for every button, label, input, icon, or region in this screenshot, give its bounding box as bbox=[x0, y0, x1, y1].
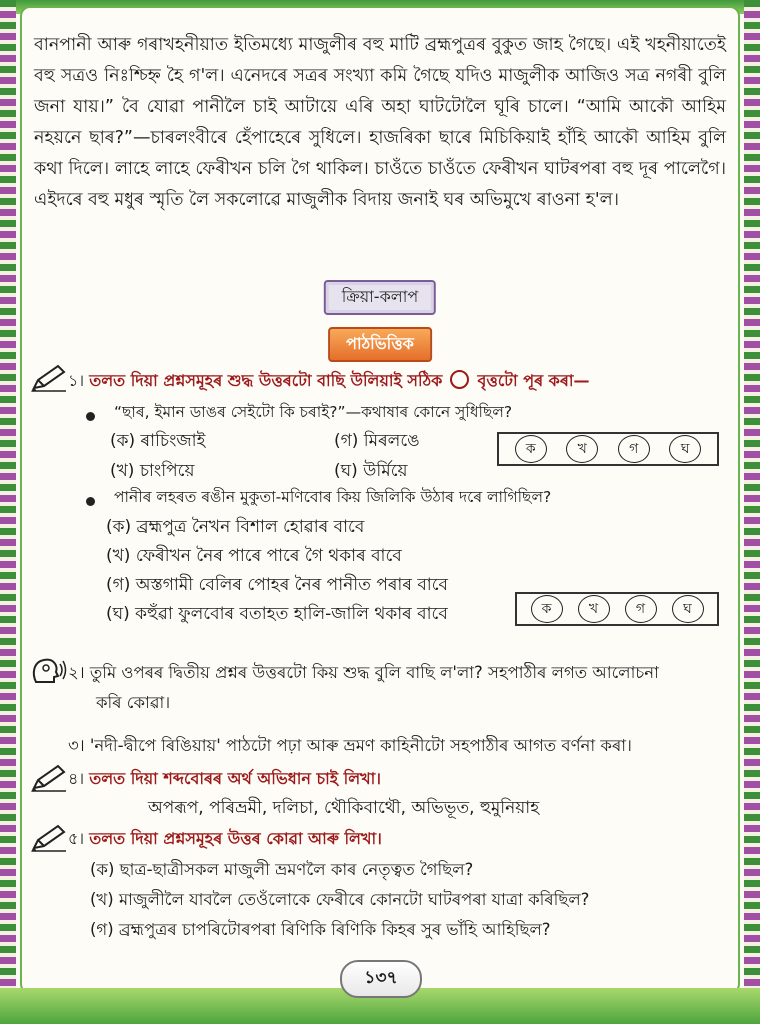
story-paragraph: বানপানী আৰু গৰাখহনীয়াত ইতিমধ্যে মাজুলীৰ বহু মাটি ব্ৰহ্মপুত্ৰৰ বুকুত জাহ গৈছে। এই খহনীয়াতেই বহু সত্ৰও নিঃশ্চিহ্ন হৈ গ'ল। এনেদৰে সত্ৰৰ সংখ্যা কমি গৈছে যদিও মাজুলীক আজিও সত্ৰ নগৰী বুলি জনা যায়।” বৈ যোৱা পানীলৈ চাই আটায়ে এৰি অহা ঘাটটোলৈ ঘূৰি চালে। “আমি আকৌ আহিম নহয়নে ছাৰ?”—চাৰলংবীৰে হেঁপাহেৰে সুধিলে। হাজৰিকা ছাৰে মিচিকিয়াই হাঁহি আকৌ আহিম বুলি কথা দিলে। লাহে লাহে ফেৰীখন চলি গৈ থাকিল। চাওঁতে চাওঁতে ফেৰীখন ঘাটৰপৰা বহু দূৰ পালেগৈ। এইদৰে বহু মধুৰ স্মৃতি লৈ সকলোৱে মাজুলীক বিদায় জনাই ঘৰ অভিমুখে ৰাওনা হ'ল। bbox=[34, 35, 726, 210]
q4-instruction: তলত দিয়া শব্দবোৰৰ অৰ্থ অভিধান চাই লিখা। bbox=[89, 769, 381, 788]
q4-number: ৪। bbox=[68, 769, 85, 788]
pencil-icon bbox=[30, 364, 68, 392]
q1-sub1-answer-box bbox=[497, 432, 719, 466]
q1-sub2-option-a: (ক) ব্ৰহ্মপুত্ৰ নৈখন বিশাল হোৱাৰ বাবে bbox=[106, 517, 365, 537]
q1-number: ১। bbox=[68, 371, 85, 390]
q5-instruction: তলত দিয়া প্ৰশ্নসমূহৰ উত্তৰ কোৱা আৰু লিখা। bbox=[89, 829, 382, 848]
q1-sub1-option-a: (ক) ৰাচিংজাই bbox=[110, 431, 206, 451]
right-decorative-border bbox=[744, 0, 760, 1024]
q1-sub1-question: “ছাৰ, ইমান ডাঙৰ সেইটো কি চৰাই?”—কথাষাৰ কোনে সুধিছিল? bbox=[114, 403, 513, 421]
answer-choice-kha[interactable]: খ bbox=[578, 595, 610, 623]
q2-line1: ২। তুমি ওপৰৰ দ্বিতীয় প্ৰশ্নৰ উত্তৰটো কিয় শুদ্ধ বুলি বাছি ল'লা? সহপাঠীৰ লগত আলোচনা bbox=[68, 663, 659, 682]
q5-question-a: (ক) ছাত্ৰ-ছাত্ৰীসকল মাজুলী ভ্ৰমণলৈ কাৰ নেতৃত্বত গৈছিল? bbox=[90, 860, 474, 879]
page-number: ১৩৭ bbox=[340, 960, 422, 998]
bullet-icon bbox=[86, 412, 95, 421]
q1-sub2-question: পানীৰ লহৰত ৰঙীন মুকুতা-মণিবোৰ কিয় জিলিকি উঠাৰ দৰে লাগিছিল? bbox=[114, 488, 552, 506]
discussion-head-icon bbox=[30, 656, 68, 686]
q4-heading bbox=[68, 766, 381, 793]
q5-number: ৫। bbox=[68, 829, 85, 848]
q1-sub2-option-c: (গ) অস্তগামী বেলিৰ পোহৰ নৈৰ পানীত পৰাৰ বাবে bbox=[106, 575, 449, 595]
q1-sub2-option-d: (ঘ) কহুঁৱা ফুলবোৰ বতাহত হালি-জালি থকাৰ বাবে bbox=[106, 604, 448, 624]
q1-sub1-option-d: (ঘ) উৰ্মিয়ে bbox=[334, 461, 408, 481]
section-heading-pathabhittik: পাঠভিত্তিক bbox=[328, 327, 432, 362]
answer-choice-ga[interactable]: গ bbox=[625, 595, 657, 623]
q4-word-list: অপৰূপ, পৰিভ্ৰমী, দলিচা, থৌকিবাথৌ, অভিভূত, হুমুনিয়াহ bbox=[148, 798, 540, 818]
q1-sub2-option-b: (খ) ফেৰীখন নৈৰ পাৰে পাৰে গৈ থকাৰ বাবে bbox=[106, 546, 402, 566]
q1-heading bbox=[68, 368, 590, 395]
section-heading-kriya-kalap: ক্ৰিয়া-কলাপ bbox=[324, 280, 436, 315]
q1-instruction-part1: তলত দিয়া প্ৰশ্নসমূহৰ শুদ্ধ উত্তৰটো বাছি উলিয়াই সঠিক bbox=[89, 371, 443, 390]
bullet-icon bbox=[86, 497, 95, 506]
answer-choice-ka[interactable]: ক bbox=[515, 435, 547, 463]
left-decorative-border bbox=[0, 0, 16, 1024]
q1-sub1-option-b: (খ) চাংপিয়ে bbox=[110, 461, 195, 481]
pencil-icon bbox=[30, 764, 68, 792]
q5-question-c: (গ) ব্ৰহ্মপুত্ৰৰ চাপৰিটোৰপৰা ৰিণিকি ৰিণিকি কিহৰ সুৰ ভাঁহি আহিছিল? bbox=[90, 920, 551, 939]
q5-heading bbox=[68, 826, 382, 853]
answer-choice-gha[interactable]: ঘ bbox=[672, 595, 704, 623]
answer-choice-ga[interactable]: গ bbox=[618, 435, 650, 463]
pencil-icon bbox=[30, 824, 68, 852]
answer-choice-kha[interactable]: খ bbox=[566, 435, 598, 463]
answer-choice-gha[interactable]: ঘ bbox=[669, 435, 701, 463]
q1-sub1-option-c: (গ) মিৰলঙে bbox=[334, 431, 420, 451]
q3-line: ৩। 'নদী-দ্বীপে ৰিঙিয়ায়' পাঠটো পঢ়া আৰু ভ্ৰমণ কাহিনীটো সহপাঠীৰ আগত বৰ্ণনা কৰা। bbox=[68, 736, 632, 755]
q5-question-b: (খ) মাজুলীলৈ যাবলৈ তেওঁলোকে ফেৰীৰে কোনটো ঘাটৰপৰা যাত্ৰা কৰিছিল? bbox=[90, 890, 590, 909]
q1-sub2-answer-box bbox=[515, 592, 719, 626]
q2-line2: কৰি কোৱা। bbox=[96, 693, 171, 712]
circle-symbol-icon bbox=[450, 370, 469, 389]
q1-instruction-part2: বৃত্তটো পূৰ কৰা— bbox=[477, 371, 590, 390]
answer-choice-ka[interactable]: ক bbox=[531, 595, 563, 623]
